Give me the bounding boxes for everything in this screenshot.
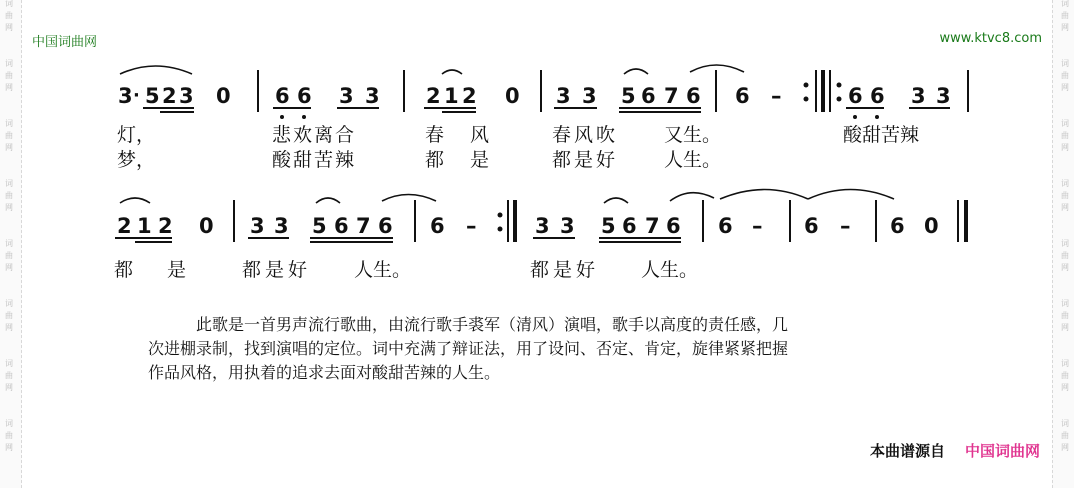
note: 1: [444, 84, 459, 108]
repeat-dot: [498, 213, 503, 218]
note: 5: [312, 214, 327, 238]
rest-note: 0: [924, 214, 939, 238]
note: 6: [297, 84, 312, 108]
slur: [604, 198, 628, 203]
watermark-glyph: 词: [1061, 179, 1069, 188]
note: 6: [622, 214, 637, 238]
note: 6: [686, 84, 701, 108]
lyric: 又生。: [664, 124, 722, 146]
note: 6: [735, 84, 750, 108]
source-site-link[interactable]: 中国词曲网: [964, 442, 1040, 460]
watermark-glyph: 曲: [1061, 251, 1069, 260]
watermark-glyph: 曲: [5, 251, 13, 260]
watermark-glyph: 词: [1061, 419, 1069, 428]
lyric: 都是好: [530, 259, 600, 281]
watermark-glyph: 曲: [1061, 71, 1069, 80]
lyric: 人生。: [354, 259, 412, 281]
note: 6: [275, 84, 290, 108]
note: 6: [641, 84, 656, 108]
note: 7: [645, 214, 660, 238]
note: 2: [162, 84, 177, 108]
note: 2: [117, 214, 132, 238]
note: 3: [179, 84, 194, 108]
watermark-glyph: 网: [5, 263, 13, 272]
note: 5: [601, 214, 616, 238]
note: 3: [250, 214, 265, 238]
note: 5: [145, 84, 160, 108]
note: 3: [118, 84, 133, 108]
note: 6: [718, 214, 733, 238]
note: 5: [621, 84, 636, 108]
source-footer: [870, 440, 1040, 461]
description-line: 次进棚录制，找到演唱的定位。词中充满了辩证法，用了设问、否定、肯定，旋律紧紧把握: [148, 339, 789, 358]
note: 6: [334, 214, 349, 238]
watermark-glyph: 网: [5, 443, 13, 452]
note: 6: [870, 84, 885, 108]
watermark-glyph: 词: [1061, 299, 1069, 308]
note: 3: [556, 84, 571, 108]
watermark-glyph: 网: [1061, 83, 1069, 92]
rest-note: 0: [505, 84, 520, 108]
dash-sustain: –: [752, 214, 763, 238]
dash-sustain: –: [840, 214, 851, 238]
note: 3: [936, 84, 951, 108]
watermark-glyph: 曲: [5, 131, 13, 140]
note: 3: [535, 214, 550, 238]
watermark-glyph: 词: [5, 179, 13, 188]
song-description: [148, 313, 958, 385]
tie: [670, 193, 714, 201]
watermark-glyph: 网: [1061, 263, 1069, 272]
watermark-glyph: 曲: [1061, 11, 1069, 20]
dash-sustain: –: [466, 214, 477, 238]
watermark-glyph: 词: [5, 59, 13, 68]
tie: [720, 190, 808, 200]
lyric: 都 是: [425, 149, 500, 171]
watermark-glyph: 词: [1061, 239, 1069, 248]
watermark-glyph: 网: [1061, 203, 1069, 212]
watermark-glyph: 网: [5, 323, 13, 332]
lyric: 酸甜苦辣: [272, 149, 357, 171]
low-octave-dot: [875, 115, 879, 119]
lyric: 梦，: [117, 149, 156, 171]
slur: [442, 70, 462, 74]
slur: [624, 69, 648, 74]
watermark-glyph: 网: [5, 203, 13, 212]
note: 1: [137, 214, 152, 238]
note: 3: [582, 84, 597, 108]
watermark-glyph: 曲: [1061, 431, 1069, 440]
repeat-dot: [837, 83, 842, 88]
watermark-glyph: 词: [5, 119, 13, 128]
dot-duration: ·: [133, 85, 140, 106]
watermark-glyph: 曲: [5, 371, 13, 380]
lyric: 都是好: [242, 259, 312, 281]
description-line: 此歌是一首男声流行歌曲，由流行歌手裘军（清风）演唱，歌手以高度的责任感，几: [196, 315, 789, 334]
watermark-glyph: 曲: [5, 431, 13, 440]
note: 6: [430, 214, 445, 238]
site-url-header[interactable]: www.ktvc8.com: [939, 31, 1042, 46]
repeat-dot: [804, 97, 809, 102]
watermark-glyph: 曲: [1061, 371, 1069, 380]
lyric: 人生。: [641, 259, 699, 281]
watermark-glyph: 词: [5, 239, 13, 248]
watermark-glyph: 词: [1061, 119, 1069, 128]
rest-note: 0: [199, 214, 214, 238]
slur: [120, 66, 192, 74]
watermark-glyph: 网: [1061, 443, 1069, 452]
low-octave-dot: [280, 115, 284, 119]
watermark-glyph: 曲: [5, 11, 13, 20]
lyric: 春风吹: [552, 124, 619, 146]
note: 3: [560, 214, 575, 238]
watermark-glyph: 网: [5, 83, 13, 92]
watermark-glyph: 曲: [1061, 131, 1069, 140]
note: 3: [274, 214, 289, 238]
watermark-glyph: 网: [1061, 323, 1069, 332]
note: 2: [158, 214, 173, 238]
watermark-glyph: 词: [5, 0, 13, 8]
tie: [382, 195, 436, 202]
lyric: 都是好: [552, 149, 619, 171]
note: 2: [426, 84, 441, 108]
repeat-dot: [498, 227, 503, 232]
low-octave-dot: [853, 115, 857, 119]
watermark-glyph: 网: [1061, 23, 1069, 32]
note: 6: [378, 214, 393, 238]
watermark-glyph: 曲: [5, 191, 13, 200]
tie: [808, 190, 894, 200]
watermark-glyph: 网: [5, 383, 13, 392]
lyric: 悲欢离合: [272, 124, 357, 146]
slur: [316, 198, 340, 203]
lyric: 都 是: [114, 259, 201, 281]
watermark-glyph: 网: [5, 143, 13, 152]
watermark-glyph: 曲: [5, 311, 13, 320]
watermark-glyph: 网: [5, 23, 13, 32]
watermark-glyph: 词: [1061, 59, 1069, 68]
repeat-dot: [804, 83, 809, 88]
note: 3: [365, 84, 380, 108]
lyric: 人生。: [664, 149, 722, 171]
watermark-glyph: 词: [1061, 359, 1069, 368]
watermark-glyph: 词: [5, 359, 13, 368]
note: 6: [804, 214, 819, 238]
note: 3: [911, 84, 926, 108]
note: 7: [356, 214, 371, 238]
lyric: 灯，: [117, 124, 156, 146]
watermark-glyph: 词: [5, 419, 13, 428]
watermark-glyph: 曲: [1061, 191, 1069, 200]
watermark-glyph: 曲: [5, 71, 13, 80]
description-line: 作品风格，用执着的追求去面对酸甜苦辣的人生。: [148, 363, 501, 382]
watermark-glyph: 网: [1061, 383, 1069, 392]
repeat-dot: [837, 97, 842, 102]
note: 7: [664, 84, 679, 108]
lyric: 酸甜苦辣: [843, 124, 920, 146]
watermark-glyph: 曲: [1061, 311, 1069, 320]
lyric: 春 风: [425, 124, 500, 146]
note: 6: [848, 84, 863, 108]
watermark-glyph: 网: [1061, 143, 1069, 152]
dash-sustain: –: [771, 84, 782, 108]
watermark-glyph: 词: [1061, 0, 1069, 8]
watermark-glyph: 词: [5, 299, 13, 308]
source-label: 本曲谱源自: [869, 442, 945, 460]
low-octave-dot: [302, 115, 306, 119]
note: 6: [890, 214, 905, 238]
note: 3: [339, 84, 354, 108]
note: 6: [666, 214, 681, 238]
site-name-header[interactable]: 中国词曲网: [32, 35, 98, 50]
rest-note: 0: [216, 84, 231, 108]
slur: [120, 198, 150, 203]
note: 2: [462, 84, 477, 108]
